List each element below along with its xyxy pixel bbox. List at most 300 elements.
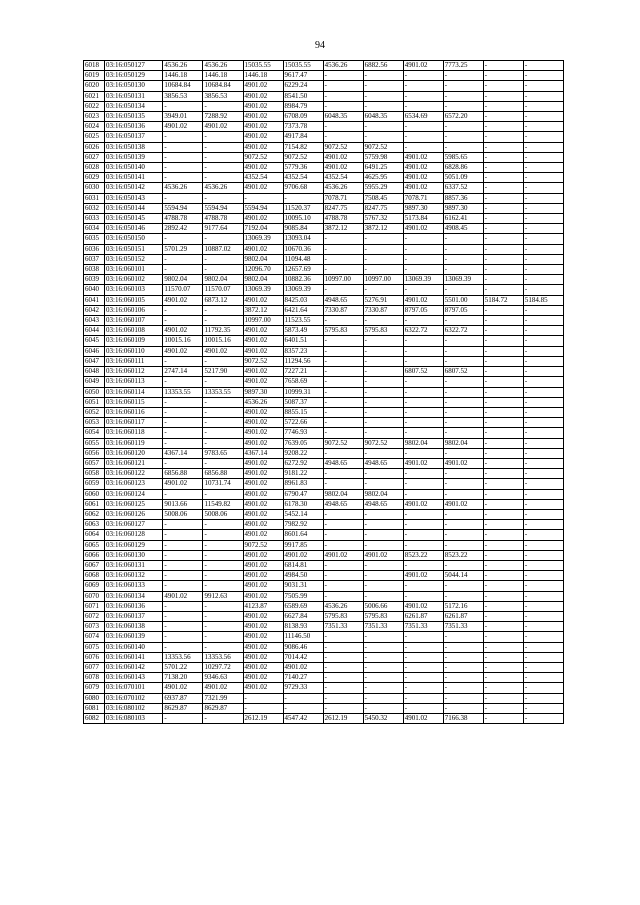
timestamp-cell: 03:16:080102 <box>105 703 163 713</box>
value-cell: 5051.09 <box>443 173 483 183</box>
value-cell: - <box>483 632 523 642</box>
value-cell: - <box>323 346 363 356</box>
value-cell: - <box>523 703 563 713</box>
value-cell: 5722.66 <box>283 418 323 428</box>
value-cell: - <box>363 520 403 530</box>
row-id-cell: 6064 <box>84 530 105 540</box>
value-cell: - <box>203 428 243 438</box>
value-cell: - <box>523 407 563 417</box>
value-cell: - <box>483 91 523 101</box>
value-cell: 15035.55 <box>283 61 323 71</box>
value-cell: - <box>163 173 203 183</box>
value-cell: 4901.02 <box>403 61 443 71</box>
timestamp-cell: 03:16:050136 <box>105 122 163 132</box>
value-cell: 5594.94 <box>243 203 283 213</box>
row-id-cell: 6072 <box>84 611 105 621</box>
value-cell: - <box>403 356 443 366</box>
value-cell: - <box>523 224 563 234</box>
timestamp-cell: 03:16:060126 <box>105 509 163 519</box>
timestamp-cell: 03:16:070102 <box>105 693 163 703</box>
value-cell: 11792.35 <box>203 326 243 336</box>
value-cell: - <box>403 448 443 458</box>
value-cell: 7639.05 <box>283 438 323 448</box>
value-cell: - <box>523 275 563 285</box>
value-cell: 3872.12 <box>323 224 363 234</box>
value-cell: - <box>523 254 563 264</box>
timestamp-cell: 03:16:050127 <box>105 61 163 71</box>
value-cell: 5594.94 <box>163 203 203 213</box>
value-cell: 9177.64 <box>203 224 243 234</box>
value-cell: - <box>323 479 363 489</box>
value-cell: - <box>203 142 243 152</box>
row-id-cell: 6078 <box>84 673 105 683</box>
value-cell: 4901.02 <box>403 224 443 234</box>
value-cell: - <box>483 387 523 397</box>
value-cell: - <box>283 703 323 713</box>
value-cell: 4901.02 <box>403 571 443 581</box>
value-cell: - <box>523 632 563 642</box>
value-cell: 6828.86 <box>443 163 483 173</box>
value-cell: - <box>523 479 563 489</box>
value-cell: 7330.87 <box>363 305 403 315</box>
value-cell: - <box>163 254 203 264</box>
value-cell: - <box>403 254 443 264</box>
value-cell: 4536.26 <box>323 61 363 71</box>
value-cell: - <box>403 81 443 91</box>
value-cell: - <box>483 142 523 152</box>
timestamp-cell: 03:16:070101 <box>105 683 163 693</box>
value-cell: - <box>323 652 363 662</box>
value-cell: - <box>443 530 483 540</box>
row-id-cell: 6036 <box>84 244 105 254</box>
value-cell: - <box>323 367 363 377</box>
value-cell: - <box>443 509 483 519</box>
timestamp-cell: 03:16:060136 <box>105 601 163 611</box>
value-cell: - <box>483 214 523 224</box>
value-cell: - <box>163 234 203 244</box>
value-cell: - <box>443 703 483 713</box>
value-cell: 9072.52 <box>323 438 363 448</box>
value-cell: 8425.03 <box>283 295 323 305</box>
value-cell: 4901.02 <box>283 550 323 560</box>
value-cell: 4901.02 <box>443 458 483 468</box>
value-cell: 4948.65 <box>323 295 363 305</box>
value-cell: - <box>363 101 403 111</box>
table-row <box>84 611 564 621</box>
timestamp-cell: 03:16:050137 <box>105 132 163 142</box>
value-cell: 4901.02 <box>243 214 283 224</box>
value-cell: 8855.15 <box>283 407 323 417</box>
value-cell: - <box>203 601 243 611</box>
value-cell: - <box>323 132 363 142</box>
value-cell: - <box>403 479 443 489</box>
value-cell: - <box>523 673 563 683</box>
value-cell: - <box>523 142 563 152</box>
timestamp-cell: 03:16:060125 <box>105 499 163 509</box>
value-cell: - <box>523 683 563 693</box>
value-cell: 6873.12 <box>203 295 243 305</box>
value-cell: 6491.25 <box>363 163 403 173</box>
timestamp-cell: 03:16:060122 <box>105 469 163 479</box>
row-id-cell: 6076 <box>84 652 105 662</box>
value-cell: - <box>483 673 523 683</box>
value-cell: 10997.00 <box>243 316 283 326</box>
value-cell: 5701.29 <box>163 244 203 254</box>
value-cell: - <box>163 316 203 326</box>
value-cell: - <box>323 377 363 387</box>
value-cell: - <box>203 163 243 173</box>
row-id-cell: 6074 <box>84 632 105 642</box>
timestamp-cell: 03:16:060117 <box>105 418 163 428</box>
value-cell: - <box>483 163 523 173</box>
value-cell: - <box>523 438 563 448</box>
table-row <box>84 101 564 111</box>
timestamp-cell: 03:16:060105 <box>105 295 163 305</box>
timestamp-cell: 03:16:060121 <box>105 458 163 468</box>
value-cell: 11094.48 <box>283 254 323 264</box>
timestamp-cell: 03:16:060131 <box>105 560 163 570</box>
value-cell: 4901.02 <box>243 183 283 193</box>
table-row <box>84 530 564 540</box>
value-cell: - <box>363 428 403 438</box>
value-cell: 7078.71 <box>323 193 363 203</box>
value-cell: - <box>483 479 523 489</box>
value-cell: - <box>523 326 563 336</box>
value-cell: 4367.14 <box>243 448 283 458</box>
value-cell: - <box>403 265 443 275</box>
value-cell: - <box>523 101 563 111</box>
value-cell: 11549.82 <box>203 499 243 509</box>
timestamp-cell: 03:16:060128 <box>105 530 163 540</box>
value-cell: - <box>443 285 483 295</box>
value-cell: 4901.02 <box>243 377 283 387</box>
value-cell: - <box>483 265 523 275</box>
value-cell: - <box>443 428 483 438</box>
value-cell: 13069.39 <box>283 285 323 295</box>
value-cell: - <box>483 509 523 519</box>
table-row <box>84 499 564 509</box>
timestamp-cell: 03:16:050129 <box>105 71 163 81</box>
value-cell: 4536.26 <box>203 183 243 193</box>
timestamp-cell: 03:16:060139 <box>105 632 163 642</box>
table-row <box>84 173 564 183</box>
value-cell: 10882.36 <box>283 275 323 285</box>
row-id-cell: 6037 <box>84 254 105 264</box>
timestamp-cell: 03:16:050143 <box>105 193 163 203</box>
value-cell: - <box>403 387 443 397</box>
value-cell: - <box>443 132 483 142</box>
value-cell: - <box>403 91 443 101</box>
table-row <box>84 438 564 448</box>
value-cell: - <box>203 254 243 264</box>
value-cell: - <box>403 132 443 142</box>
value-cell: - <box>483 611 523 621</box>
value-cell: - <box>483 203 523 213</box>
row-id-cell: 6079 <box>84 683 105 693</box>
row-id-cell: 6027 <box>84 152 105 162</box>
value-cell: 4901.02 <box>443 499 483 509</box>
value-cell: - <box>403 703 443 713</box>
value-cell: 5452.14 <box>283 509 323 519</box>
value-cell: - <box>163 377 203 387</box>
value-cell: - <box>403 540 443 550</box>
value-cell: 4547.42 <box>283 714 323 724</box>
value-cell: - <box>323 428 363 438</box>
value-cell: 8357.23 <box>283 346 323 356</box>
table-row <box>84 601 564 611</box>
value-cell: - <box>163 163 203 173</box>
row-id-cell: 6073 <box>84 622 105 632</box>
table-row <box>84 203 564 213</box>
table-row <box>84 316 564 326</box>
value-cell: 4948.65 <box>363 458 403 468</box>
row-id-cell: 6063 <box>84 520 105 530</box>
value-cell: - <box>243 193 283 203</box>
table-row <box>84 703 564 713</box>
value-cell: - <box>443 316 483 326</box>
value-cell: - <box>483 714 523 724</box>
value-cell: 1446.18 <box>243 71 283 81</box>
value-cell: - <box>443 407 483 417</box>
value-cell: - <box>443 489 483 499</box>
value-cell: 8247.75 <box>363 203 403 213</box>
value-cell: - <box>403 285 443 295</box>
table-row <box>84 469 564 479</box>
value-cell: - <box>363 632 403 642</box>
value-cell: - <box>483 499 523 509</box>
table-row <box>84 265 564 275</box>
value-cell: - <box>363 683 403 693</box>
value-cell: 4901.02 <box>243 367 283 377</box>
value-cell: - <box>363 448 403 458</box>
value-cell: - <box>523 611 563 621</box>
value-cell: 9181.22 <box>283 469 323 479</box>
value-cell: - <box>163 438 203 448</box>
value-cell: - <box>203 581 243 591</box>
row-id-cell: 6026 <box>84 142 105 152</box>
value-cell: 12657.69 <box>283 265 323 275</box>
value-cell: 7773.25 <box>443 61 483 71</box>
value-cell: - <box>163 152 203 162</box>
value-cell: - <box>483 367 523 377</box>
value-cell: 9897.30 <box>443 203 483 213</box>
value-cell: 10015.16 <box>163 336 203 346</box>
table-row <box>84 254 564 264</box>
timestamp-cell: 03:16:050151 <box>105 244 163 254</box>
value-cell: 4901.02 <box>243 91 283 101</box>
row-id-cell: 6048 <box>84 367 105 377</box>
value-cell: - <box>523 652 563 662</box>
value-cell: 7330.87 <box>323 305 363 315</box>
value-cell: 4901.02 <box>243 112 283 122</box>
value-cell: 10731.74 <box>203 479 243 489</box>
value-cell: 4352.54 <box>283 173 323 183</box>
value-cell: 5008.06 <box>163 509 203 519</box>
value-cell: - <box>483 428 523 438</box>
row-id-cell: 6023 <box>84 112 105 122</box>
value-cell: 5184.85 <box>523 295 563 305</box>
row-id-cell: 6039 <box>84 275 105 285</box>
value-cell: 4901.02 <box>243 683 283 693</box>
value-cell: 4908.45 <box>443 224 483 234</box>
value-cell: - <box>483 101 523 111</box>
table-row <box>84 407 564 417</box>
table-row <box>84 479 564 489</box>
value-cell: - <box>203 377 243 387</box>
value-cell: - <box>323 71 363 81</box>
table-row <box>84 458 564 468</box>
value-cell: - <box>363 652 403 662</box>
value-cell: 9897.30 <box>243 387 283 397</box>
value-cell: 4901.02 <box>243 101 283 111</box>
value-cell: - <box>203 305 243 315</box>
value-cell: - <box>163 622 203 632</box>
value-cell: 4901.02 <box>363 550 403 560</box>
value-cell: 4984.50 <box>283 571 323 581</box>
table-row <box>84 714 564 724</box>
value-cell: - <box>363 479 403 489</box>
table-row <box>84 509 564 519</box>
value-cell: 4901.02 <box>403 601 443 611</box>
value-cell: 2747.14 <box>163 367 203 377</box>
value-cell: 10684.84 <box>203 81 243 91</box>
value-cell: - <box>443 479 483 489</box>
table-row <box>84 356 564 366</box>
value-cell: - <box>403 122 443 132</box>
value-cell: - <box>523 285 563 295</box>
value-cell: - <box>403 418 443 428</box>
timestamp-cell: 03:16:060106 <box>105 305 163 315</box>
value-cell: - <box>323 520 363 530</box>
table-row <box>84 489 564 499</box>
timestamp-cell: 03:16:060112 <box>105 367 163 377</box>
value-cell: - <box>403 509 443 519</box>
timestamp-cell: 03:16:050139 <box>105 152 163 162</box>
value-cell: - <box>203 152 243 162</box>
value-cell: - <box>283 193 323 203</box>
value-cell: 9802.04 <box>363 489 403 499</box>
table-row <box>84 71 564 81</box>
value-cell: - <box>163 550 203 560</box>
row-id-cell: 6047 <box>84 356 105 366</box>
row-id-cell: 6040 <box>84 285 105 295</box>
value-cell: 4901.02 <box>243 428 283 438</box>
value-cell: 13093.04 <box>283 234 323 244</box>
value-cell: 9072.52 <box>243 540 283 550</box>
value-cell: 1446.18 <box>163 71 203 81</box>
value-cell: 1446.18 <box>203 71 243 81</box>
value-cell: - <box>443 673 483 683</box>
timestamp-cell: 03:16:080103 <box>105 714 163 724</box>
value-cell: 8138.93 <box>283 622 323 632</box>
row-id-cell: 6049 <box>84 377 105 387</box>
value-cell: 9912.63 <box>203 591 243 601</box>
value-cell: - <box>483 591 523 601</box>
value-cell: - <box>323 448 363 458</box>
value-cell: - <box>483 356 523 366</box>
timestamp-cell: 03:16:060124 <box>105 489 163 499</box>
value-cell: 4901.02 <box>243 295 283 305</box>
value-cell: - <box>483 336 523 346</box>
timestamp-cell: 03:16:060118 <box>105 428 163 438</box>
value-cell: 13353.56 <box>163 652 203 662</box>
timestamp-cell: 03:16:060140 <box>105 642 163 652</box>
value-cell: 7505.99 <box>283 591 323 601</box>
value-cell: 6261.87 <box>403 611 443 621</box>
row-id-cell: 6050 <box>84 387 105 397</box>
value-cell: 5767.32 <box>363 214 403 224</box>
value-cell: 3949.01 <box>163 112 203 122</box>
value-cell: 8857.36 <box>443 193 483 203</box>
timestamp-cell: 03:16:060123 <box>105 479 163 489</box>
row-id-cell: 6070 <box>84 591 105 601</box>
timestamp-cell: 03:16:060133 <box>105 581 163 591</box>
value-cell: - <box>443 642 483 652</box>
value-cell: 15035.55 <box>243 61 283 71</box>
value-cell: - <box>203 407 243 417</box>
value-cell: - <box>163 632 203 642</box>
value-cell: 8629.87 <box>163 703 203 713</box>
value-cell: - <box>363 397 403 407</box>
value-cell: 5173.84 <box>403 214 443 224</box>
value-cell: - <box>483 326 523 336</box>
value-cell: - <box>203 632 243 642</box>
value-cell: - <box>203 101 243 111</box>
value-cell: 4901.02 <box>243 520 283 530</box>
value-cell: - <box>163 611 203 621</box>
value-cell: - <box>203 316 243 326</box>
timestamp-cell: 03:16:060132 <box>105 571 163 581</box>
value-cell: - <box>443 244 483 254</box>
value-cell: - <box>323 683 363 693</box>
timestamp-cell: 03:16:060102 <box>105 275 163 285</box>
value-cell: 4901.02 <box>243 499 283 509</box>
value-cell: - <box>443 540 483 550</box>
value-cell: 4536.26 <box>323 183 363 193</box>
value-cell: 11570.07 <box>163 285 203 295</box>
value-cell: - <box>483 316 523 326</box>
value-cell: 10887.02 <box>203 244 243 254</box>
value-cell: 4917.84 <box>283 132 323 142</box>
value-cell: - <box>363 591 403 601</box>
value-cell: - <box>323 336 363 346</box>
value-cell: 4901.02 <box>243 622 283 632</box>
data-table <box>83 60 564 724</box>
value-cell: - <box>523 642 563 652</box>
value-cell: - <box>403 397 443 407</box>
table-row <box>84 336 564 346</box>
row-id-cell: 6046 <box>84 346 105 356</box>
value-cell: - <box>403 428 443 438</box>
value-cell: - <box>443 71 483 81</box>
value-cell: 7373.78 <box>283 122 323 132</box>
value-cell: - <box>523 61 563 71</box>
value-cell: 4901.02 <box>403 152 443 162</box>
value-cell: 2892.42 <box>163 224 203 234</box>
timestamp-cell: 03:16:060101 <box>105 265 163 275</box>
value-cell: 4901.02 <box>403 183 443 193</box>
value-cell: 5006.66 <box>363 601 403 611</box>
table-row <box>84 326 564 336</box>
value-cell: 9897.30 <box>403 203 443 213</box>
row-id-cell: 6029 <box>84 173 105 183</box>
value-cell: 7014.42 <box>283 652 323 662</box>
timestamp-cell: 03:16:060142 <box>105 662 163 672</box>
value-cell: 9802.04 <box>403 438 443 448</box>
value-cell: - <box>363 234 403 244</box>
table-row <box>84 244 564 254</box>
value-cell: - <box>243 703 283 713</box>
